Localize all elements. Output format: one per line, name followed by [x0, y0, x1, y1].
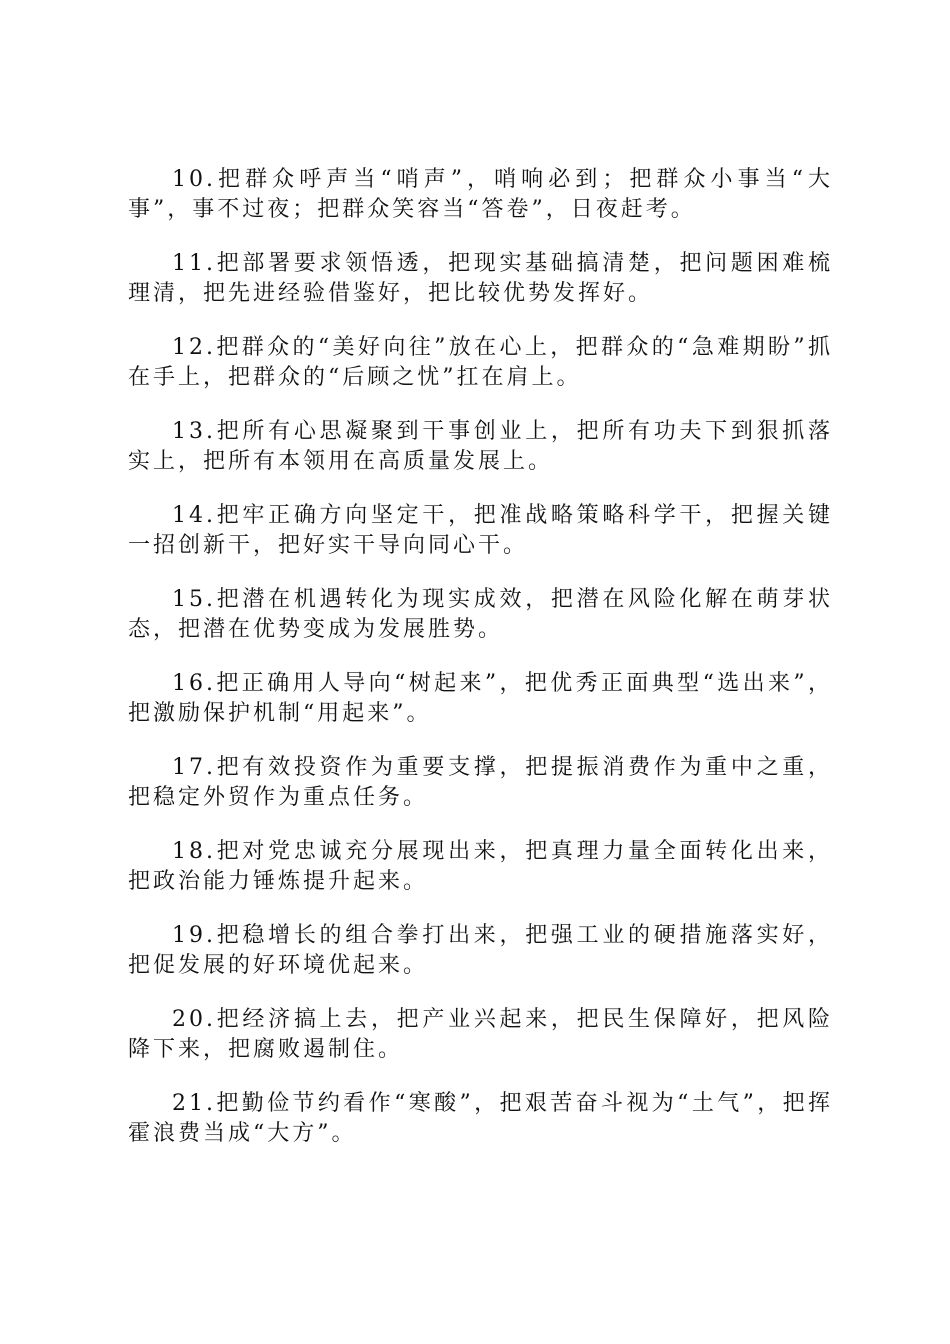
paragraph-13: 13.把所有心思凝聚到干事创业上，把所有功夫下到狠抓落实上，把所有本领用在高质量发展上。 — [128, 419, 833, 474]
paragraph-19: 19.把稳增长的组合拳打出来，把强工业的硬措施落实好，把促发展的好环境优起来。 — [128, 923, 833, 978]
paragraph-16: 16.把正确用人导向“树起来”，把优秀正面典型“选出来”，把激励保护机制“用起来”。 — [128, 671, 833, 726]
paragraph-21: 21.把勤俭节约看作“寒酸”，把艰苦奋斗视为“土气”，把挥霍浪费当成“大方”。 — [128, 1091, 833, 1146]
paragraph-12: 12.把群众的“美好向往”放在心上，把群众的“急难期盼”抓在手上，把群众的“后顾之忧”扛在肩上。 — [128, 335, 833, 390]
document-page — [128, 165, 833, 1173]
paragraph-20: 20.把经济搞上去，把产业兴起来，把民生保障好，把风险降下来，把腐败遏制住。 — [128, 1007, 833, 1062]
paragraph-15: 15.把潜在机遇转化为现实成效，把潜在风险化解在萌芽状态，把潜在优势变成为发展胜势。 — [128, 587, 833, 642]
paragraph-11: 11.把部署要求领悟透，把现实基础搞清楚，把问题困难梳理清，把先进经验借鉴好，把比较优势发挥好。 — [128, 251, 833, 306]
paragraph-17: 17.把有效投资作为重要支撑，把提振消费作为重中之重，把稳定外贸作为重点任务。 — [128, 755, 833, 810]
paragraph-14: 14.把牢正确方向坚定干，把准战略策略科学干，把握关键一招创新干，把好实干导向同心干。 — [128, 503, 833, 558]
paragraph-18: 18.把对党忠诚充分展现出来，把真理力量全面转化出来，把政治能力锤炼提升起来。 — [128, 839, 833, 894]
paragraph-10: 10.把群众呼声当“哨声”，哨响必到；把群众小事当“大事”，事不过夜；把群众笑容当“答卷”，日夜赶考。 — [128, 167, 833, 222]
